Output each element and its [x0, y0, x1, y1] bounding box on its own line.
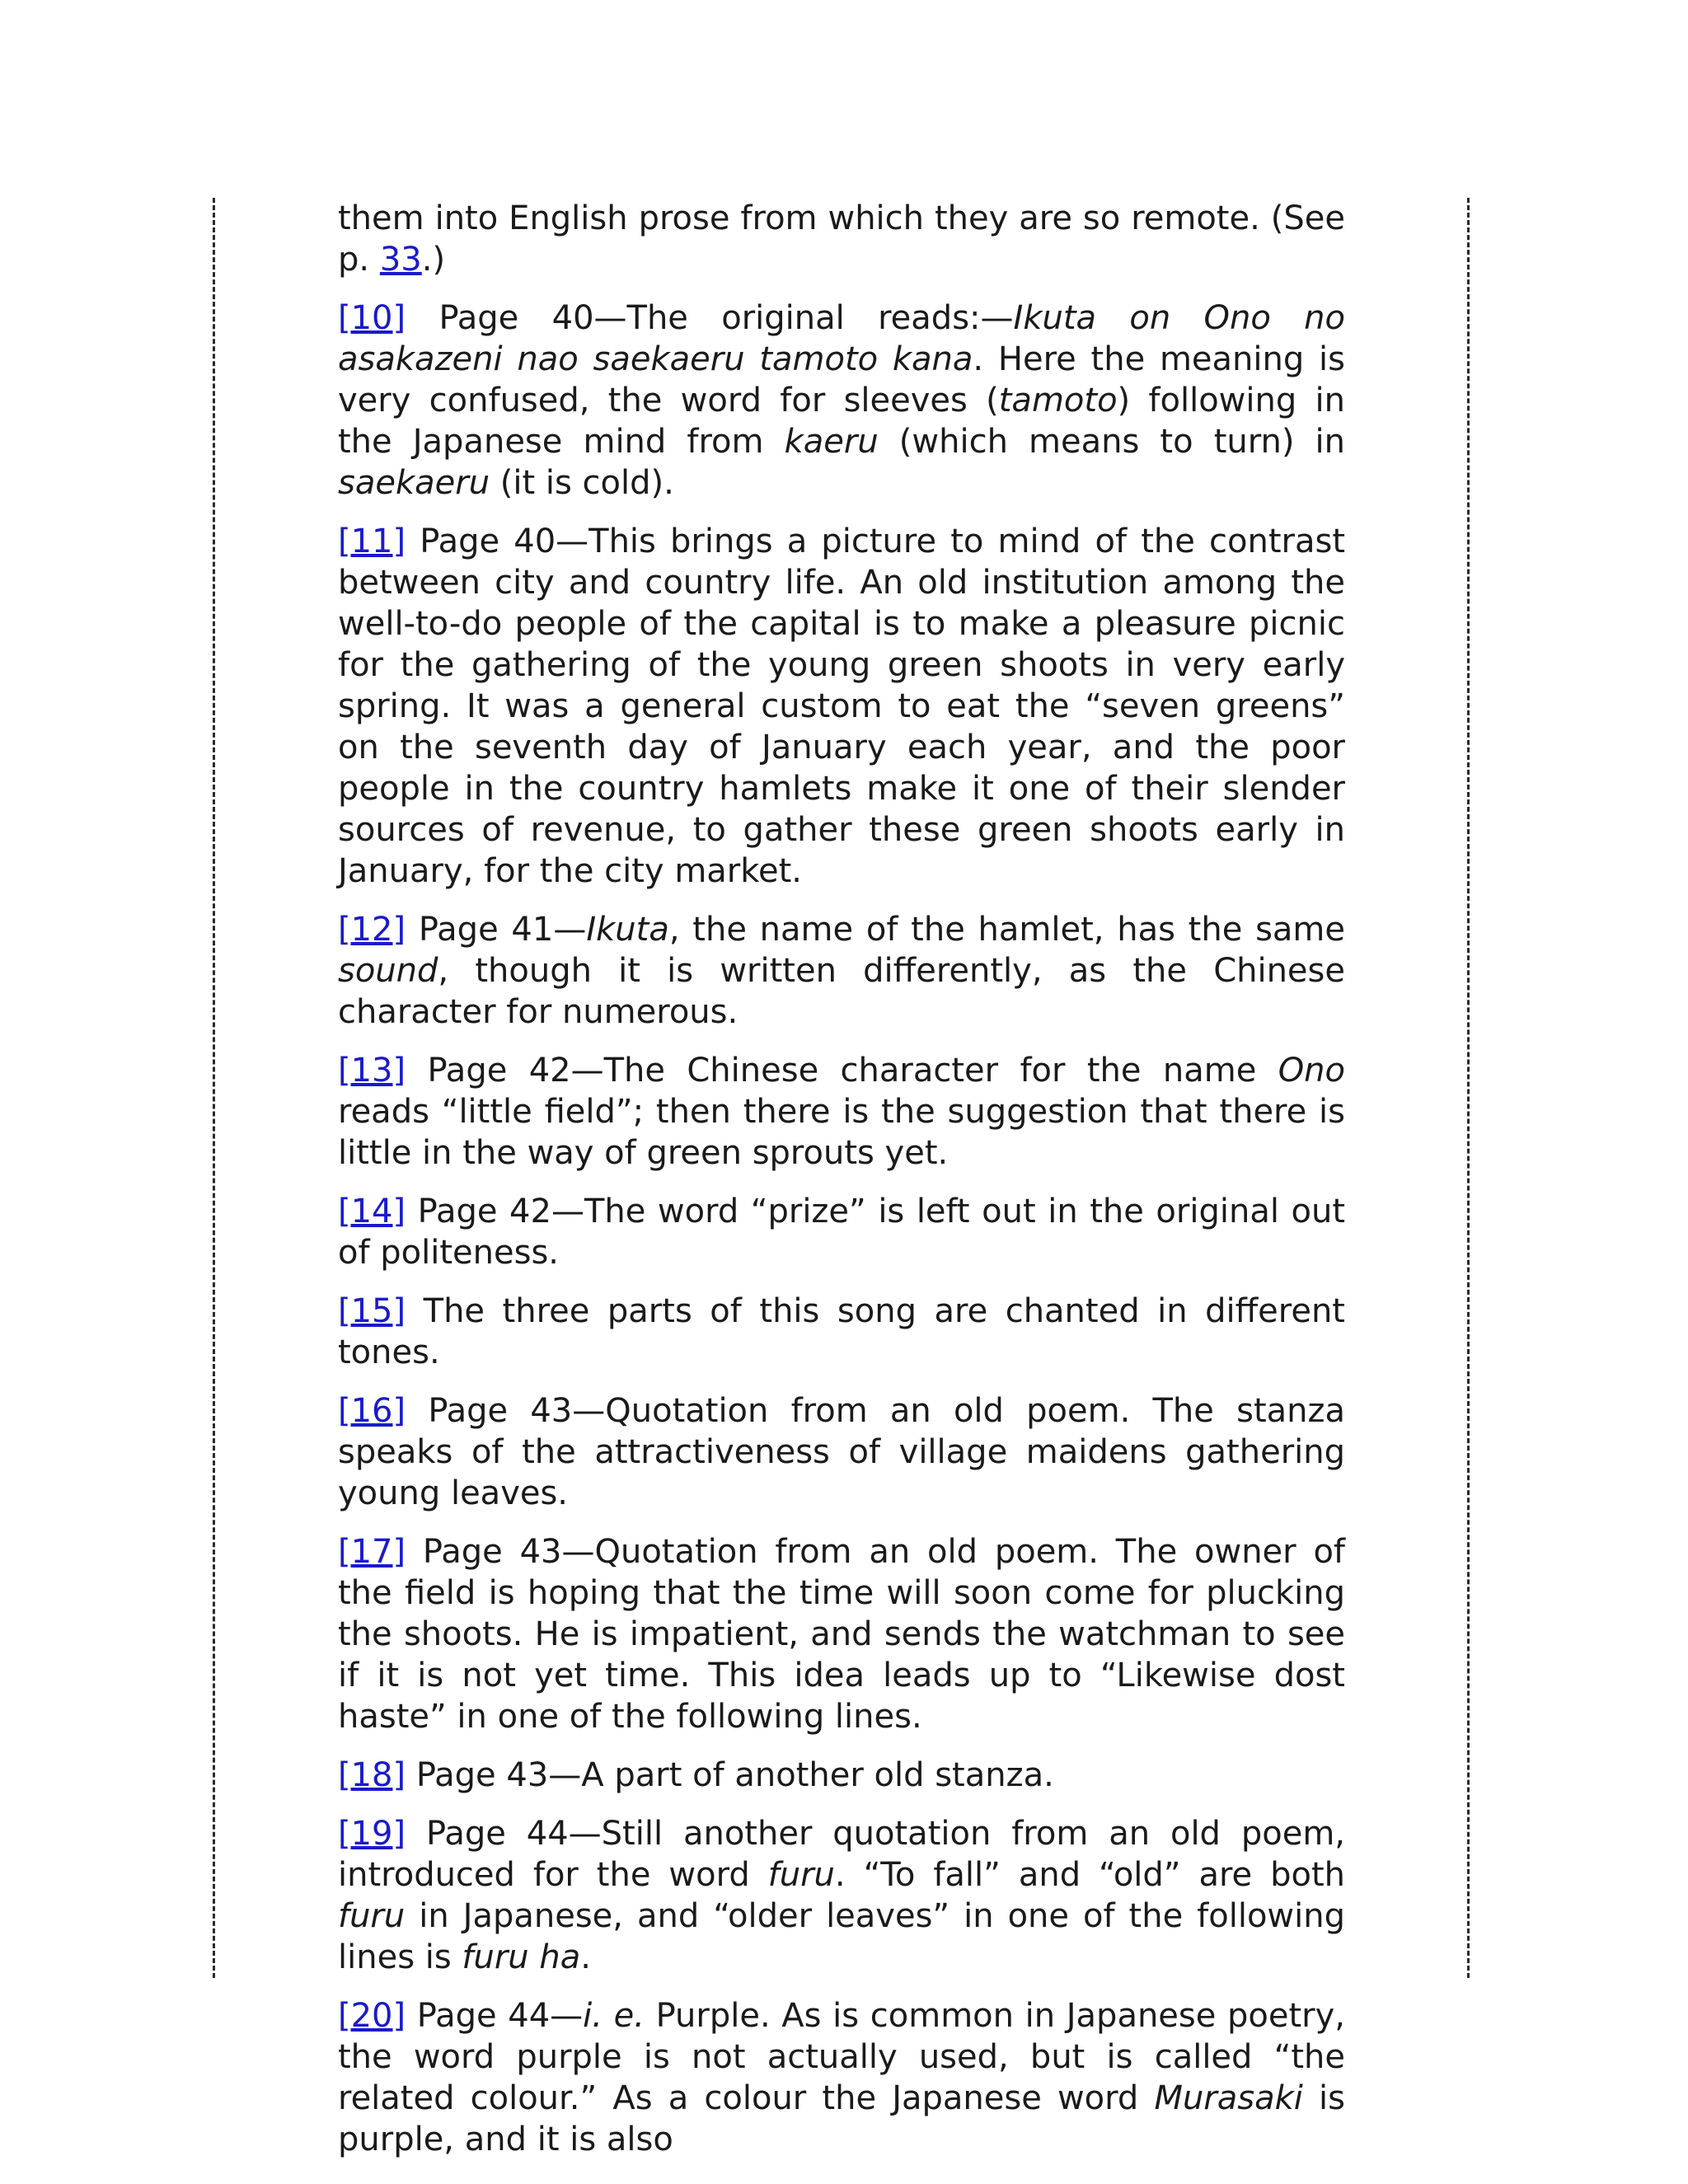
footnote-text: Page 44—Still another quotation from an old poem, introduced for the word: [338, 1815, 1345, 1894]
footnote-15: [338, 1291, 1345, 1373]
footnote-anchor-link[interactable]: [20]: [338, 1997, 406, 2035]
footnote-text: Page 41—: [406, 911, 587, 949]
italic-term: furu ha: [462, 1938, 581, 1976]
footnote-text: Page 40—The original reads:—: [406, 299, 1014, 337]
footnote-text: The three parts of this song are chanted in different tones.: [338, 1292, 1345, 1371]
footnote-text: Page 42—The word “prize” is left out in the original out of politeness.: [338, 1193, 1345, 1272]
footnote-anchor-link[interactable]: [19]: [338, 1815, 406, 1853]
footnote-text: in Japanese, and “older leaves” in one of the following lines is: [338, 1897, 1345, 1976]
footnote-anchor-link[interactable]: [11]: [338, 523, 406, 560]
right-margin-rule: [1467, 198, 1470, 1978]
footnote-text: ) following in the Japanese mind from: [338, 382, 1345, 461]
footnote-19: [338, 1813, 1345, 1978]
footnote-text: is purple, and it is also: [338, 2079, 1345, 2158]
footnote-text: Page 42—The Chinese character for the name: [406, 1052, 1278, 1090]
italic-term: saekaeru: [338, 464, 490, 502]
italic-term: Murasaki: [1154, 2079, 1303, 2117]
footnote-anchor-link[interactable]: [12]: [338, 911, 406, 949]
footnote-text: Purple. As is common in Japanese poetry, the word purple is not actually used, but is called “the related colour.” As a colour the Japanese word: [338, 1997, 1346, 2117]
footnote-continuation: [338, 198, 1345, 280]
footnote-13: [338, 1050, 1345, 1174]
footnote-text: .): [421, 241, 446, 279]
page-reference-link[interactable]: 33: [379, 241, 422, 279]
footnote-text: Page 40—This brings a picture to mind of the contrast between city and country life. An old institution among the well-to-do people of the capital is to make a pleasure picnic for the gathering of the young green shoots in very early spring. It was a general custom to eat the “seven greens” on the seventh day of January each year, and the poor people in the country hamlets make it one of their slender sources of revenue, to gather these green shoots early in January, for the city market.: [338, 523, 1345, 890]
footnote-12: [338, 909, 1345, 1033]
footnote-text: Page 43—Quotation from an old poem. The owner of the field is hoping that the time will soon come for plucking the shoots. He is impatient, and sends the watchman to see if it is not yet time. This idea leads up to “Likewise dost haste” in one of the following lines.: [338, 1533, 1345, 1736]
footnote-text: reads “little field”; then there is the suggestion that there is little in the way of green sprouts yet.: [338, 1093, 1345, 1172]
footnote-text: (which means to turn) in: [878, 423, 1346, 461]
footnote-17: [338, 1531, 1345, 1737]
italic-term: i. e.: [583, 1997, 645, 2035]
footnote-anchor-link[interactable]: [18]: [338, 1756, 406, 1794]
left-margin-rule: [213, 198, 215, 1978]
footnote-text: , the name of the hamlet, has the same: [668, 911, 1345, 949]
footnote-anchor-link[interactable]: [10]: [338, 299, 406, 337]
italic-term: furu: [338, 1897, 406, 1935]
footnote-text: , though it is written differently, as the Chinese character for numerous.: [338, 952, 1345, 1031]
footnote-18: [338, 1755, 1345, 1796]
italic-term: Ono: [1278, 1052, 1345, 1090]
italic-term: Ikuta on Ono no asakazeni nao saekaeru tamoto kana: [338, 299, 1345, 378]
italic-term: kaeru: [784, 423, 879, 461]
footnotes-body: [338, 198, 1345, 2177]
footnote-text: Page 43—Quotation from an old poem. The stanza speaks of the attractiveness of village maidens gathering young leaves.: [338, 1392, 1345, 1512]
footnote-anchor-link[interactable]: [15]: [338, 1292, 406, 1330]
footnote-text: .: [580, 1938, 591, 1976]
footnote-anchor-link[interactable]: [14]: [338, 1193, 406, 1230]
italic-term: tamoto: [998, 382, 1118, 419]
footnote-11: [338, 521, 1345, 892]
footnote-anchor-link[interactable]: [16]: [338, 1392, 406, 1430]
footnote-16: [338, 1390, 1345, 1514]
footnote-text: Page 43—A part of another old stanza.: [406, 1756, 1054, 1794]
footnote-anchor-link[interactable]: [17]: [338, 1533, 406, 1571]
footnote-text: . “To fall” and “old” are both: [834, 1856, 1346, 1894]
footnote-20: [338, 1995, 1345, 2160]
footnote-14: [338, 1191, 1345, 1273]
italic-term: sound: [338, 952, 438, 990]
footnote-10: [338, 298, 1345, 504]
footnote-text: (it is cold).: [490, 464, 674, 502]
italic-term: furu: [767, 1856, 835, 1894]
footnote-text: them into English prose from which they are so remote. (See p.: [338, 199, 1345, 279]
footnote-text: Page 44—: [406, 1997, 584, 2035]
footnote-text: . Here the meaning is very confused, the word for sleeves (: [338, 340, 1345, 419]
italic-term: Ikuta: [586, 911, 669, 949]
footnote-anchor-link[interactable]: [13]: [338, 1052, 406, 1090]
